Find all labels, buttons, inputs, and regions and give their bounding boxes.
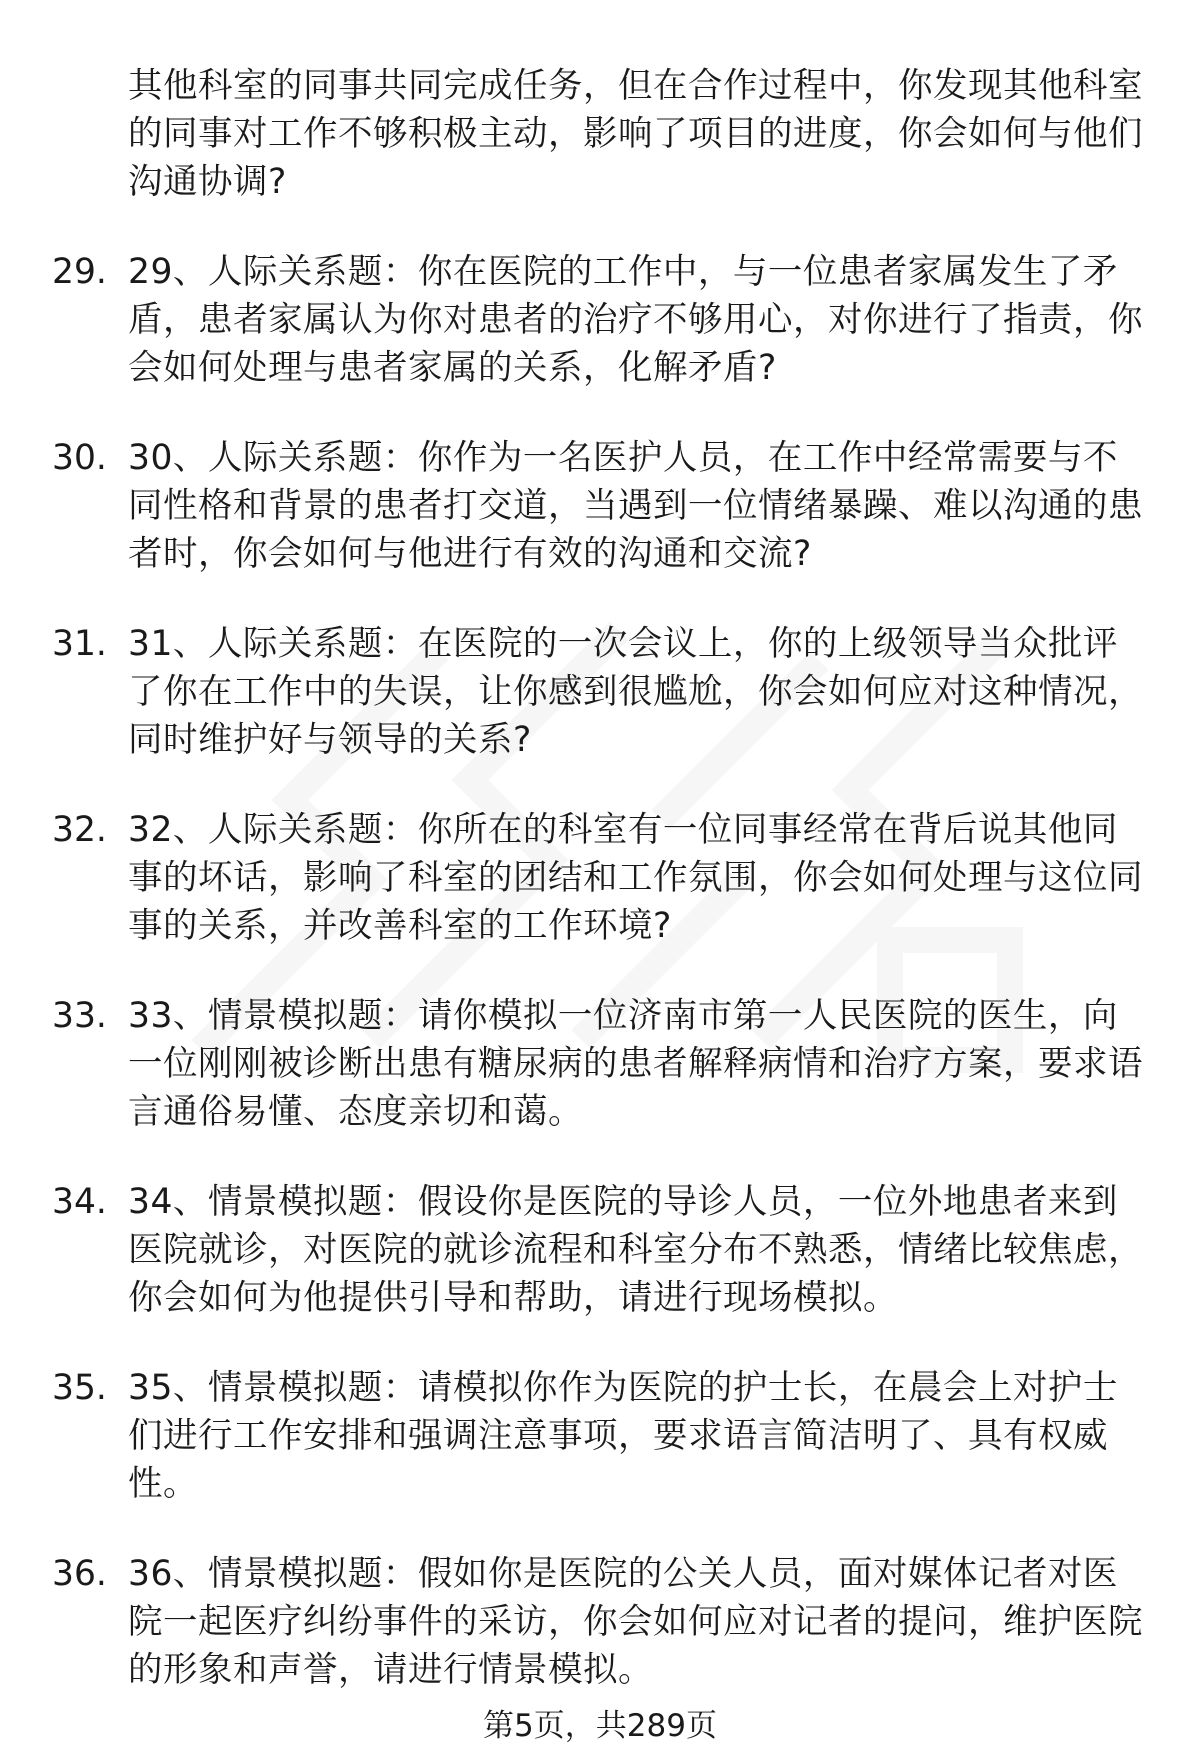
list-item — [0, 806, 1200, 950]
question-number: 32. — [52, 810, 107, 850]
page-content — [0, 62, 1200, 1736]
list-item — [0, 1550, 1200, 1694]
question-number: 35. — [52, 1368, 107, 1408]
question-text: 31、人际关系题：在医院的一次会议上，你的上级领导当众批评了你在工作中的失误，让你感到很尴尬，你会如何应对这种情况，同时维护好与领导的关系? — [128, 624, 1143, 760]
continuation-paragraph: 其他科室的同事共同完成任务，但在合作过程中，你发现其他科室的同事对工作不够积极主动，影响了项目的进度，你会如何与他们沟通协调? — [128, 66, 1143, 202]
question-number: 30. — [52, 438, 107, 478]
question-number: 34. — [52, 1182, 107, 1222]
list-item — [0, 620, 1200, 764]
question-text: 32、人际关系题：你所在的科室有一位同事经常在背后说其他同事的坏话，影响了科室的团结和工作氛围，你会如何处理与这位同事的关系，并改善科室的工作环境? — [128, 810, 1143, 946]
question-number: 33. — [52, 996, 107, 1036]
question-number: 29. — [52, 252, 107, 292]
list-item — [0, 434, 1200, 578]
question-text: 35、情景模拟题：请模拟你作为医院的护士长，在晨会上对护士们进行工作安排和强调注意事项，要求语言简洁明了、具有权威性。 — [128, 1368, 1118, 1504]
list-item — [0, 248, 1200, 392]
question-text: 33、情景模拟题：请你模拟一位济南市第一人民医院的医生，向一位刚刚被诊断出患有糖尿病的患者解释病情和治疗方案，要求语言通俗易懂、态度亲切和蔼。 — [128, 996, 1143, 1132]
question-text: 29、人际关系题：你在医院的工作中，与一位患者家属发生了矛盾，患者家属认为你对患者的治疗不够用心，对你进行了指责，你会如何处理与患者家属的关系，化解矛盾? — [128, 252, 1143, 388]
list-item — [0, 1178, 1200, 1322]
list-item — [0, 1364, 1200, 1508]
list-item — [0, 992, 1200, 1136]
question-number: 36. — [52, 1554, 107, 1594]
page-footer: 第5页，共289页 — [483, 1708, 717, 1744]
question-number: 31. — [52, 624, 107, 664]
question-text: 30、人际关系题：你作为一名医护人员，在工作中经常需要与不同性格和背景的患者打交道，当遇到一位情绪暴躁、难以沟通的患者时，你会如何与他进行有效的沟通和交流? — [128, 438, 1143, 574]
question-list — [0, 248, 1200, 1694]
question-text: 34、情景模拟题：假设你是医院的导诊人员，一位外地患者来到医院就诊，对医院的就诊流程和科室分布不熟悉，情绪比较焦虑，你会如何为他提供引导和帮助，请进行现场模拟。 — [128, 1182, 1143, 1318]
question-text: 36、情景模拟题：假如你是医院的公关人员，面对媒体记者对医院一起医疗纠纷事件的采访，你会如何应对记者的提问，维护医院的形象和声誉，请进行情景模拟。 — [128, 1554, 1143, 1690]
